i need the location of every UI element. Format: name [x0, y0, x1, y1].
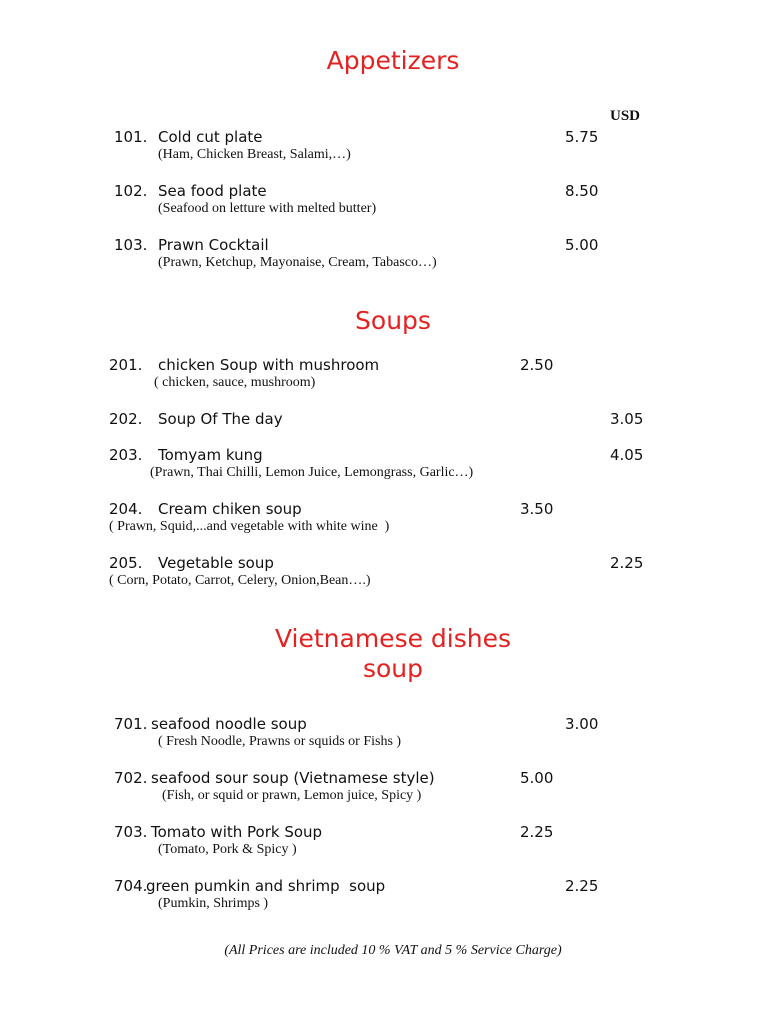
appetizers-heading: Appetizers	[326, 46, 460, 75]
menu-item-price: 2.25	[610, 554, 644, 572]
menu-item-name: seafood sour soup (Vietnamese style)	[151, 769, 435, 787]
vietnamese-heading-line2: soup	[362, 654, 424, 683]
menu-item-price: 5.00	[565, 236, 599, 254]
menu-item-number: 205.	[109, 554, 143, 572]
menu-item-price: 2.25	[565, 877, 599, 895]
menu-item-name: Prawn Cocktail	[158, 236, 269, 254]
menu-item-number: 103.	[114, 236, 148, 254]
menu-item-name: green pumkin and shrimp soup	[146, 877, 386, 895]
menu-item-number: 101.	[114, 128, 148, 146]
menu-item-name: Vegetable soup	[158, 554, 274, 572]
menu-item-description: (Tomato, Pork & Spicy )	[158, 842, 297, 857]
menu-item-price: 4.05	[610, 446, 644, 464]
menu-item-description: (Seafood on letture with melted butter)	[158, 201, 377, 216]
menu-item-number: 102.	[114, 182, 148, 200]
menu-item-name: seafood noodle soup	[151, 715, 307, 733]
menu-item-number: 204.	[109, 500, 143, 518]
menu-item-number: 201.	[109, 356, 143, 374]
menu-item-description: (Pumkin, Shrimps )	[158, 896, 269, 911]
menu-item-description: (Prawn, Ketchup, Mayonaise, Cream, Tabasco…)	[158, 255, 437, 270]
menu-item-price: 3.50	[520, 500, 554, 518]
menu-item-number: 703.	[114, 823, 148, 841]
menu-item-description: ( Corn, Potato, Carrot, Celery, Onion,Bean….)	[109, 573, 371, 588]
menu-item-price: 3.00	[565, 715, 599, 733]
menu-item-description: ( Prawn, Squid,...and vegetable with white wine )	[109, 519, 390, 534]
price-note: (All Prices are included 10 % VAT and 5 % Service Charge)	[224, 943, 562, 958]
menu-item-price: 3.05	[610, 410, 644, 428]
menu-item-price: 2.25	[520, 823, 554, 841]
menu-item-price: 5.75	[565, 128, 599, 146]
menu-item-price: 8.50	[565, 182, 599, 200]
menu-item-number: 202.	[109, 410, 143, 428]
menu-item-name: Tomyam kung	[158, 446, 263, 464]
menu-item-number: 203.	[109, 446, 143, 464]
menu-item-number: 702.	[114, 769, 148, 787]
menu-item-number: 704.	[114, 877, 148, 895]
menu-item-description: (Ham, Chicken Breast, Salami,…)	[158, 147, 351, 162]
menu-item-name: Soup Of The day	[158, 410, 283, 428]
menu-item-name: Tomato with Pork Soup	[151, 823, 323, 841]
menu-item-name: Sea food plate	[158, 182, 267, 200]
menu-item-price: 5.00	[520, 769, 554, 787]
soups-heading: Soups	[355, 306, 431, 335]
menu-item-price: 2.50	[520, 356, 554, 374]
menu-item-description: (Prawn, Thai Chilli, Lemon Juice, Lemongrass, Garlic…)	[150, 465, 474, 480]
menu-item-name: Cold cut plate	[158, 128, 263, 146]
currency-label: USD	[610, 108, 641, 124]
menu-item-name: Cream chiken soup	[158, 500, 302, 518]
menu-item-description: ( chicken, sauce, mushroom)	[154, 375, 316, 390]
menu-item-description: (Fish, or squid or prawn, Lemon juice, Spicy )	[162, 788, 422, 803]
menu-item-name: chicken Soup with mushroom	[158, 356, 380, 374]
menu-item-description: ( Fresh Noodle, Prawns or squids or Fishs )	[158, 734, 402, 749]
vietnamese-heading-line1: Vietnamese dishes	[274, 624, 512, 653]
menu-item-number: 701.	[114, 715, 148, 733]
